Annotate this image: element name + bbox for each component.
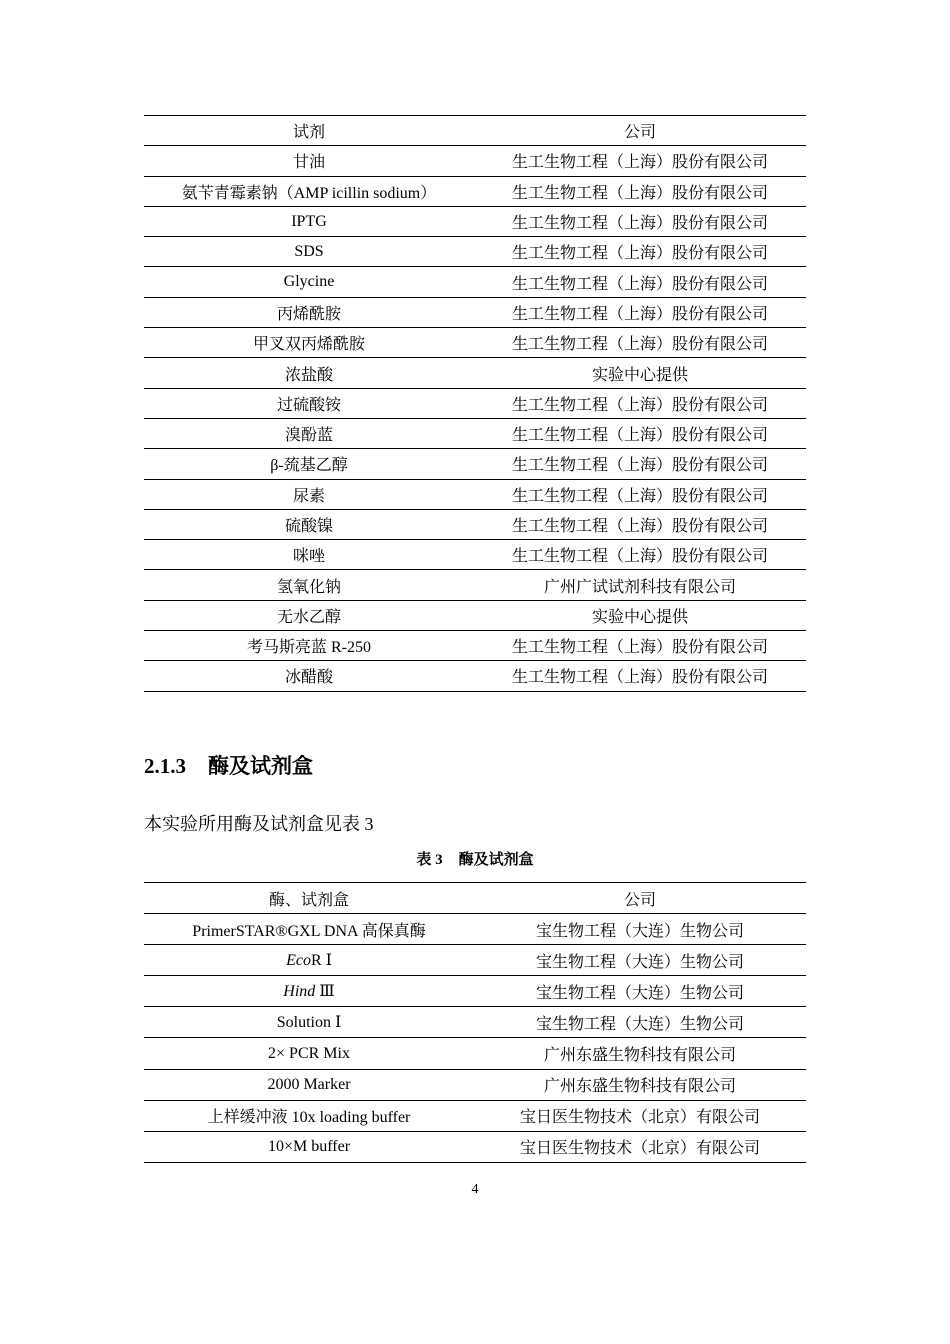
table-row	[144, 1069, 806, 1100]
company-cell: 生工生物工程（上海）股份有限公司	[474, 146, 806, 176]
table-row	[144, 1131, 806, 1162]
table-row	[144, 540, 806, 570]
enzyme-kit-cell	[144, 1007, 474, 1038]
reagent-cell: 氨苄青霉素钠（AMP icillin sodium）	[144, 176, 474, 206]
table-header-row	[144, 883, 806, 914]
caption-label: 表 3	[416, 852, 443, 868]
enzyme-name: Solution Ⅰ	[276, 1014, 342, 1032]
reagent-cell: IPTG	[144, 206, 474, 236]
header-enzyme-kit: 酶、试剂盒	[144, 883, 474, 914]
table-caption	[0, 848, 950, 869]
reagent-cell: 溴酚蓝	[144, 418, 474, 448]
reagent-cell: 氢氧化钠	[144, 570, 474, 600]
reagent-cell: 咪唑	[144, 540, 474, 570]
company-cell: 生工生物工程（上海）股份有限公司	[474, 449, 806, 479]
company-cell: 生工生物工程（上海）股份有限公司	[474, 418, 806, 448]
company-cell: 宝日医生物技术（北京）有限公司	[474, 1131, 806, 1162]
company-cell: 实验中心提供	[474, 600, 806, 630]
enzyme-name: 2000 Marker	[267, 1075, 351, 1093]
company-cell: 实验中心提供	[474, 358, 806, 388]
enzyme-name: PrimerSTAR®GXL DNA 高保真酶	[192, 922, 426, 940]
reagent-cell: 丙烯酰胺	[144, 297, 474, 327]
company-cell: 生工生物工程（上海）股份有限公司	[474, 328, 806, 358]
company-cell: 生工生物工程（上海）股份有限公司	[474, 237, 806, 267]
company-cell: 广州广试试剂科技有限公司	[474, 570, 806, 600]
reagent-cell: 过硫酸铵	[144, 388, 474, 418]
table-row	[144, 1007, 806, 1038]
company-cell: 宝日医生物技术（北京）有限公司	[474, 1100, 806, 1131]
company-cell: 广州东盛生物科技有限公司	[474, 1069, 806, 1100]
table-row	[144, 1100, 806, 1131]
company-cell: 生工生物工程（上海）股份有限公司	[474, 661, 806, 691]
reagent-table	[144, 115, 806, 692]
table-row	[144, 945, 806, 976]
table-row	[144, 449, 806, 479]
table-row	[144, 206, 806, 236]
enzyme-kit-table	[144, 882, 806, 1163]
reagent-cell: 无水乙醇	[144, 600, 474, 630]
company-cell: 生工生物工程（上海）股份有限公司	[474, 540, 806, 570]
table-row	[144, 146, 806, 176]
enzyme-name-italic: Hind	[283, 983, 320, 1001]
table-row	[144, 661, 806, 691]
table-row	[144, 976, 806, 1007]
company-cell: 生工生物工程（上海）股份有限公司	[474, 631, 806, 661]
company-cell: 生工生物工程（上海）股份有限公司	[474, 297, 806, 327]
enzyme-name-italic: Eco	[286, 952, 311, 970]
company-cell: 宝生物工程（大连）生物公司	[474, 976, 806, 1007]
section-title: 酶及试剂盒	[208, 754, 313, 778]
intro-text: 本实验所用酶及试剂盒见表 3	[144, 814, 374, 834]
company-cell: 宝生物工程（大连）生物公司	[474, 945, 806, 976]
enzyme-kit-cell	[144, 1131, 474, 1162]
table-row	[144, 237, 806, 267]
table-row	[144, 631, 806, 661]
company-cell: 生工生物工程（上海）股份有限公司	[474, 509, 806, 539]
table-row	[144, 328, 806, 358]
enzyme-name: 10×M buffer	[267, 1137, 351, 1155]
enzyme-name: 2× PCR Mix	[268, 1044, 350, 1062]
table-row	[144, 267, 806, 297]
reagent-cell: 尿素	[144, 479, 474, 509]
enzyme-name: Ⅲ	[319, 983, 335, 1001]
table-row	[144, 570, 806, 600]
table-header-row	[144, 116, 806, 146]
enzyme-kit-cell	[144, 1100, 474, 1131]
company-cell: 生工生物工程（上海）股份有限公司	[474, 206, 806, 236]
company-cell: 宝生物工程（大连）生物公司	[474, 914, 806, 945]
header-company: 公司	[474, 883, 806, 914]
reagent-cell: 考马斯亮蓝 R-250	[144, 631, 474, 661]
table-row	[144, 509, 806, 539]
table-row	[144, 176, 806, 206]
header-reagent: 试剂	[144, 116, 474, 146]
table-row	[144, 600, 806, 630]
company-cell: 生工生物工程（上海）股份有限公司	[474, 388, 806, 418]
table-row	[144, 914, 806, 945]
table-row	[144, 418, 806, 448]
enzyme-kit-cell	[144, 914, 474, 945]
reagent-cell: SDS	[144, 237, 474, 267]
enzyme-kit-cell	[144, 976, 474, 1007]
enzyme-name: 上样缓冲液 10x loading buffer	[207, 1109, 411, 1127]
caption-title: 酶及试剂盒	[458, 852, 534, 868]
enzyme-name: R Ⅰ	[310, 952, 332, 970]
company-cell: 生工生物工程（上海）股份有限公司	[474, 176, 806, 206]
section-heading	[144, 750, 313, 780]
enzyme-kit-cell	[144, 1069, 474, 1100]
table-row	[144, 479, 806, 509]
reagent-cell: Glycine	[144, 267, 474, 297]
section-number: 2.1.3	[144, 754, 186, 778]
enzyme-kit-cell	[144, 1038, 474, 1069]
table-row	[144, 297, 806, 327]
reagent-cell: 硫酸镍	[144, 509, 474, 539]
table-row	[144, 358, 806, 388]
reagent-cell: 浓盐酸	[144, 358, 474, 388]
table-row	[144, 388, 806, 418]
reagent-cell: 甘油	[144, 146, 474, 176]
reagent-cell: β-巯基乙醇	[144, 449, 474, 479]
company-cell: 生工生物工程（上海）股份有限公司	[474, 267, 806, 297]
page-number: 4	[471, 1182, 479, 1197]
company-cell: 广州东盛生物科技有限公司	[474, 1038, 806, 1069]
reagent-cell: 甲叉双丙烯酰胺	[144, 328, 474, 358]
reagent-cell: 冰醋酸	[144, 661, 474, 691]
enzyme-kit-cell	[144, 945, 474, 976]
header-company: 公司	[474, 116, 806, 146]
company-cell: 宝生物工程（大连）生物公司	[474, 1007, 806, 1038]
table-row	[144, 1038, 806, 1069]
company-cell: 生工生物工程（上海）股份有限公司	[474, 479, 806, 509]
